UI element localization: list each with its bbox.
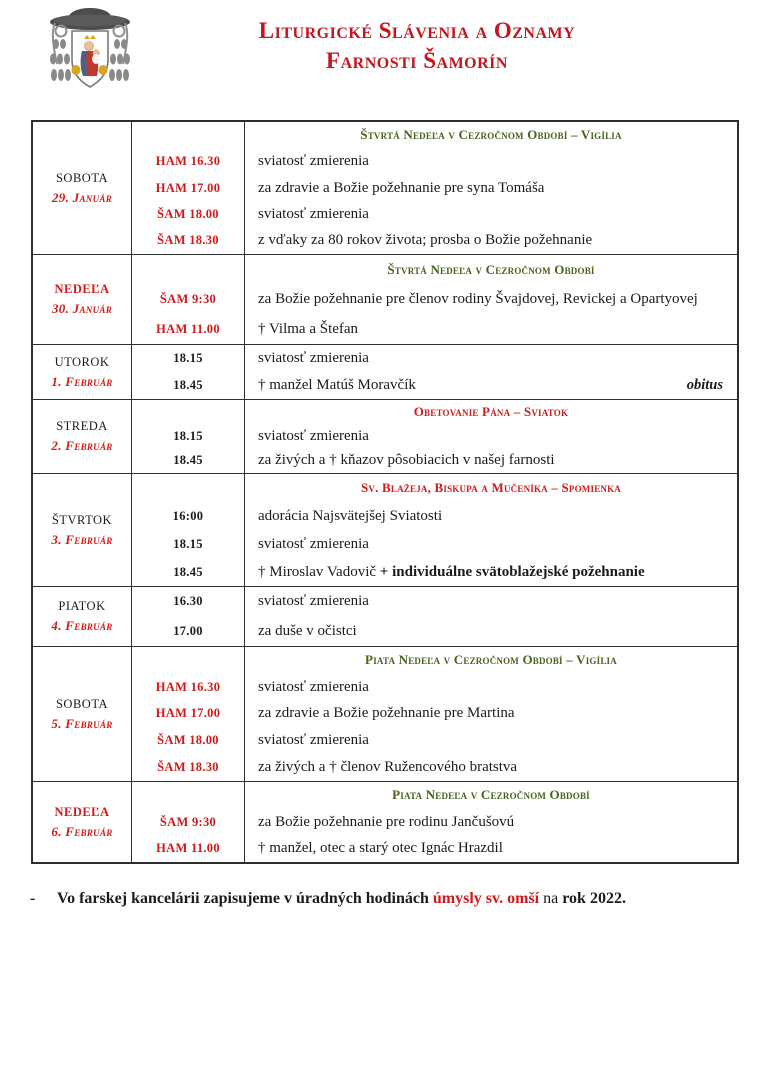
page-subtitle: Farnosti Šamorín — [326, 48, 508, 73]
day-cell — [33, 782, 132, 862]
time-cell: HAM 11.00 — [132, 835, 245, 862]
time-cell: 16:00 — [132, 502, 245, 530]
footer-segment: Vo farskej kancelárii zapisujeme v úradných hodinách — [57, 890, 433, 907]
feast-title: Piata Nedeľa v Cezročnom Období – Vigília — [365, 652, 617, 668]
day-name: STREDA — [56, 419, 108, 433]
day-date: 6. Február — [51, 823, 113, 839]
intention-text — [245, 314, 737, 344]
footer-segment: úmysly sv. omší — [432, 890, 540, 907]
time-cell: 18.15 — [132, 424, 245, 448]
day-name: ŠTVRTOK — [51, 512, 113, 527]
day-date: 30. Január — [51, 301, 112, 316]
footer-text — [57, 888, 626, 910]
schedule-line — [132, 449, 737, 473]
time-cell: HAM 11.00 — [132, 314, 245, 344]
liturgical-schedule-table — [31, 120, 739, 864]
intention-text — [245, 701, 737, 728]
time-cell: HAM 16.30 — [132, 148, 245, 174]
schedule-line — [132, 782, 737, 809]
schedule-line — [132, 502, 737, 530]
day-name: UTOROK — [54, 354, 110, 369]
intention-text — [245, 228, 737, 254]
schedule-line — [132, 175, 737, 201]
intention-text — [245, 449, 737, 473]
row-body — [132, 782, 737, 862]
schedule-line — [132, 809, 737, 836]
day-name: SOBOTA — [55, 696, 108, 711]
schedule-line — [132, 285, 737, 315]
intention-text — [245, 345, 737, 372]
intention-text — [245, 674, 737, 701]
intention-main: za živých a † členov Ružencového bratstva — [258, 759, 518, 776]
row-body — [132, 255, 737, 344]
schedule-line — [132, 674, 737, 701]
intention-text — [245, 285, 737, 315]
intention-note: obitus — [686, 377, 723, 393]
intention-text — [245, 558, 737, 586]
day-name: SOBOTA — [55, 170, 108, 185]
schedule-row — [33, 782, 737, 862]
day-cell — [33, 400, 132, 473]
schedule-line — [132, 558, 737, 586]
feast-title: Štvrtá Nedeľa v Cezročnom Období – Vigília — [360, 127, 622, 143]
intention-bold-suffix: + individuálne svätoblažejské požehnanie — [379, 563, 645, 580]
intention-main: za duše v očistci — [258, 622, 357, 639]
time-cell: 16.30 — [132, 587, 245, 617]
time-cell: ŠAM 9:30 — [132, 285, 245, 315]
schedule-line — [132, 148, 737, 174]
schedule-row — [33, 587, 737, 647]
intention-main: sviatosť zmierenia — [258, 205, 369, 222]
schedule-line — [132, 587, 737, 617]
footer-segment: na — [539, 890, 563, 907]
footer-note — [30, 888, 744, 910]
intention-text — [245, 502, 737, 530]
intention-main: sviatosť zmierenia — [258, 427, 369, 444]
schedule-line — [132, 835, 737, 862]
intention-text — [245, 617, 737, 647]
day-date: 5. Február — [51, 715, 113, 731]
schedule-line — [132, 372, 737, 399]
day-cell — [33, 474, 132, 586]
row-body — [132, 474, 737, 586]
schedule-line — [132, 345, 737, 372]
intention-main: † manžel Matúš Moravčík — [258, 377, 416, 393]
intention-text — [245, 809, 737, 836]
intention-text — [245, 201, 737, 227]
intention-text — [245, 530, 737, 558]
time-cell — [132, 255, 245, 285]
schedule-line — [132, 727, 737, 754]
schedule-line — [132, 530, 737, 558]
day-name: PIATOK — [58, 599, 106, 613]
schedule-line — [132, 400, 737, 424]
intention-main: za zdravie a Božie požehnanie pre Martina — [258, 705, 515, 722]
intention-main: za živých a † kňazov pôsobiacich v našej farnosti — [258, 452, 555, 469]
feast-title: Obetovanie Pána – Sviatok — [413, 404, 569, 420]
schedule-line — [132, 201, 737, 227]
intention-text — [245, 424, 737, 448]
schedule-row — [33, 345, 737, 400]
intention-text — [245, 372, 737, 399]
intention-main: † manžel, otec a starý otec Ignác Hrazdil — [258, 840, 503, 857]
intention-text — [245, 727, 737, 754]
schedule-line — [132, 701, 737, 728]
intention-main: sviatosť zmierenia — [258, 678, 369, 695]
day-name: NEDEĽA — [54, 282, 110, 296]
time-cell: 18.15 — [132, 530, 245, 558]
intention-text — [245, 754, 737, 781]
intention-text — [245, 175, 737, 201]
page-title: Liturgické Slávenia a Oznamy — [258, 18, 576, 43]
footer-bullet: - — [30, 890, 36, 907]
time-cell: HAM 16.30 — [132, 674, 245, 701]
time-cell — [132, 400, 245, 424]
intention-text — [245, 148, 737, 174]
feast-title: Piata Nedeľa v Cezročnom Období — [392, 787, 590, 803]
schedule-row — [33, 647, 737, 782]
day-date: 2. Február — [51, 438, 113, 453]
time-cell: 17.00 — [132, 617, 245, 647]
intention-main: z vďaky za 80 rokov života; prosba o Božie požehnanie — [258, 232, 593, 249]
intention-main: sviatosť zmierenia — [258, 153, 369, 170]
intention-main: sviatosť zmierenia — [258, 535, 369, 552]
intention-text — [245, 835, 737, 862]
schedule-line — [132, 424, 737, 448]
schedule-line — [132, 255, 737, 285]
time-cell: ŠAM 18.00 — [132, 201, 245, 227]
intention-main: sviatosť zmierenia — [258, 732, 369, 749]
day-cell — [33, 122, 132, 254]
day-name: NEDEĽA — [54, 804, 110, 819]
schedule-line — [132, 647, 737, 674]
day-date: 4. Február — [51, 618, 113, 633]
bishop-coat-of-arms-icon — [48, 6, 132, 94]
intention-main: za Božie požehnanie pre rodinu Jančušovú — [258, 813, 515, 830]
row-body — [132, 587, 737, 646]
time-cell: ŠAM 18.30 — [132, 228, 245, 254]
schedule-row — [33, 255, 737, 345]
day-date: 1. Február — [51, 373, 113, 389]
intention-main: sviatosť zmierenia — [258, 593, 369, 610]
row-body — [132, 647, 737, 781]
feast-title: Sv. Blažeja, Biskupa a Mučeníka – Spomienka — [360, 480, 622, 495]
schedule-row — [33, 474, 737, 587]
schedule-line — [132, 314, 737, 344]
time-cell: HAM 17.00 — [132, 175, 245, 201]
day-cell — [33, 255, 132, 344]
feast-title: Štvrtá Nedeľa v Cezročnom Období — [387, 261, 595, 277]
schedule-line — [132, 122, 737, 148]
time-cell: 18.45 — [132, 558, 245, 586]
intention-text — [245, 587, 737, 617]
schedule-line — [132, 228, 737, 254]
intention-main: † Vilma a Štefan — [258, 320, 359, 337]
schedule-line — [132, 474, 737, 502]
schedule-row — [33, 400, 737, 474]
row-body — [132, 122, 737, 254]
schedule-line — [132, 617, 737, 647]
time-cell: ŠAM 18.00 — [132, 727, 245, 754]
time-cell: ŠAM 18.30 — [132, 754, 245, 781]
time-cell: 18.15 — [132, 345, 245, 372]
footer-segment: rok 2022. — [562, 890, 626, 907]
intention-main: za Božie požehnanie pre členov rodiny Švajdovej, Revickej a Opartyovej — [258, 291, 698, 307]
day-cell — [33, 587, 132, 646]
time-cell — [132, 122, 245, 148]
intention-main: adorácia Najsvätejšej Sviatosti — [258, 507, 443, 524]
day-cell — [33, 647, 132, 781]
day-date: 29. Január — [51, 189, 112, 205]
time-cell — [132, 474, 245, 502]
time-cell — [132, 647, 245, 674]
intention-main: za zdravie a Božie požehnanie pre syna Tomáša — [258, 179, 545, 196]
time-cell: 18.45 — [132, 372, 245, 399]
time-cell: ŠAM 9:30 — [132, 809, 245, 836]
row-body — [132, 345, 737, 399]
row-body — [132, 400, 737, 473]
time-cell: HAM 17.00 — [132, 701, 245, 728]
schedule-line — [132, 754, 737, 781]
intention-main: † Miroslav Vadovič + individuálne svätoblažejské požehnanie — [258, 563, 645, 580]
day-date: 3. Február — [51, 531, 113, 547]
schedule-row — [33, 122, 737, 255]
intention-main: sviatosť zmierenia — [258, 350, 369, 366]
day-cell — [33, 345, 132, 399]
time-cell: 18.45 — [132, 449, 245, 473]
time-cell — [132, 782, 245, 809]
